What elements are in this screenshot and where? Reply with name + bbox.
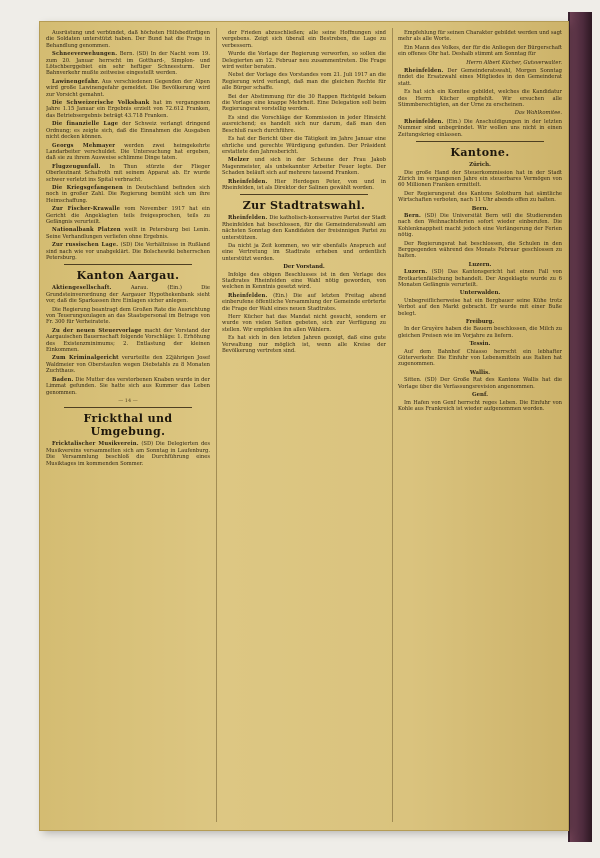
article-lead: Rheinfelden.	[228, 215, 268, 222]
article-paragraph	[398, 170, 562, 189]
section-rule	[416, 141, 544, 142]
section-rule	[64, 264, 192, 265]
article-paragraph	[222, 293, 386, 312]
article-text: (SD) Die Delegierten des Musikvereins versammelten sich am Sonntag in Laufenburg. Die Versammlung beschloß die Durchführung eines Musiktages im kommenden Sommer.	[46, 441, 210, 467]
article-paragraph	[398, 191, 562, 204]
article-paragraph	[46, 100, 210, 119]
article-text: Auf dem Bahnhof Chiasso herrscht ein lebhafter Güterverkehr. Die Einfuhr von Lebensmitteln aus Italien hat zugenommen.	[398, 348, 562, 368]
article-text: (Ein.) Die auf letzten Freitag abend einberufene öffentliche Versammlung der Gemeinde erörterte die Frage der Wahl eines neuen Stadtrates.	[222, 292, 386, 312]
article-paragraph	[222, 243, 386, 262]
article-lead: Zu der neuen Steuervorlage	[52, 327, 142, 334]
article-paragraph	[398, 241, 562, 260]
article-text: Aarau. (Ein.) Die Grundsteinverordnung der Aargauer Hypothekenbank sieht vor, daß die Sparkassen ihre Einlagen sicher anlegen.	[46, 285, 210, 305]
article-lead: Rheinfelden.	[404, 68, 444, 75]
column-divider	[216, 28, 217, 822]
article-paragraph	[222, 215, 386, 241]
article-text: Es sind die Vorschläge der Kommission in jeder Hinsicht ausreichend; es handelt sich nur darum, daß man den Beschluß rasch durchführe.	[222, 114, 386, 134]
article-paragraph	[222, 51, 386, 70]
subsection-heading: Unterwalden.	[459, 290, 501, 297]
section-rule	[64, 407, 192, 408]
article-paragraph	[46, 242, 210, 261]
article-paragraph	[398, 45, 562, 58]
article-text: Hier Herdegen Peter, von und in Rheinfelden, ist als Direktor der Salinen gewählt worden.	[222, 178, 386, 191]
article-lead: Luzern.	[404, 269, 428, 276]
article-paragraph	[46, 51, 210, 77]
column-2	[222, 30, 386, 822]
article-lead: Rheinfelden.	[228, 178, 268, 185]
article-paragraph	[222, 314, 386, 333]
article-paragraph	[398, 269, 562, 288]
article-lead: Flugzeugunfall.	[52, 163, 101, 170]
article-text: Herr Kücher hat das Mandat nicht gesucht, sondern er wurde von vielen Seiten gebeten, sich zur Verfügung zu stellen. Wir empfehlen ihn allen Wählern.	[222, 314, 386, 333]
article-text: Die katholisch-konservative Partei der Stadt Rheinfelden hat beschlossen, für die Gemeinderatswahl am nächsten Sonntag den Kandidaten der freisinnigen Partei zu unterstützen.	[222, 215, 386, 241]
article-lead: Die Schweizerische Volksbank	[52, 100, 150, 107]
article-lead: Die Kriegsgefangenen	[52, 184, 123, 191]
article-paragraph	[398, 60, 562, 66]
signature-line: Der Vorstand.	[283, 264, 325, 271]
article-text: der Schweiz verlangt dringend Ordnung; es zeigte sich, daß die Einnahmen die Ausgaben nicht decken können.	[46, 121, 210, 141]
article-text: Es hat sich ein Komitee gebildet, welches die Kandidatur des Herrn Kücher empfiehlt. Wir ersuchen alle Stimmberechtigten, an der Urne zu erscheinen.	[398, 89, 562, 109]
article-text: Bern. (SD) In der Nacht vom 19. zum 20. Januar herrscht im Gotthard-, Simplon- und Lötschberggebiet ein sehr heftiger Schneesturm. Der Bahnverkehr mußte zeitweise eingestellt werden.	[46, 51, 210, 77]
article-text: (SD) Das Kantonsgericht hat einen Fall von Brotkartenfälschung behandelt. Der Angeklagte wurde zu 6 Monaten Gefängnis verurteilt.	[398, 269, 562, 288]
article-paragraph	[46, 227, 210, 240]
article-paragraph	[222, 136, 386, 155]
column-1	[46, 30, 210, 822]
article-text: Unbegreiflicherweise hat ein Bergbauer seine Kühe trotz Verbot auf den Markt gebracht. Er wurde mit einer Buße belegt.	[398, 297, 562, 317]
article-lead: Fricktalischer Musikverein.	[52, 441, 139, 448]
article-lead: Nationalbank Platzen	[52, 227, 121, 234]
article-lead: Bern.	[404, 212, 421, 219]
article-text: verurteilte den 22jährigen Josef Waldmeier von Oberstaufen wegen Diebstahls zu 8 Monaten Zuchthaus.	[46, 355, 210, 375]
article-lead: Zum Kriminalgericht	[52, 355, 119, 362]
article-paragraph	[398, 326, 562, 339]
article-lead: Zur russischen Lage.	[52, 242, 119, 249]
article-paragraph	[398, 68, 562, 87]
article-lead: Baden.	[52, 376, 74, 383]
article-paragraph	[222, 272, 386, 291]
article-paragraph	[398, 377, 562, 390]
article-paragraph	[46, 441, 210, 467]
article-text: Der Regierungsrat hat beschlossen, die Schulen in den Berggegenden während des Monats Februar geschlossen zu halten.	[398, 240, 562, 260]
article-text: Der Gemeinderatswahl, Morgen Sonntag findet die Ersatzwahl eines Mitgliedes in den Gemeinderat statt.	[398, 68, 562, 87]
article-paragraph	[398, 119, 562, 138]
subsection-heading: Wallis.	[469, 369, 491, 376]
article-lead: Rheinfelden.	[404, 118, 444, 125]
article-paragraph	[222, 72, 386, 91]
subsection-heading: Zürich.	[469, 162, 491, 169]
article-text: in Deutschland befinden sich noch in großer Zahl. Die Regierung bemüht sich um ihre Heimschaffung.	[46, 184, 210, 204]
article-text: (Ein.) Die Anschuldigungen in der letzten Nummer sind unbegründet. Wir wollen uns nicht in einen Zeitungskrieg einlassen.	[398, 118, 562, 138]
article-text: Ausrüstung und verbündet, daß höchsten Hilfsbedürftigen die Soldaten unterstützt haben. Der Bund hat die Frage in Behandlung genommen.	[46, 30, 210, 49]
article-paragraph	[398, 400, 562, 413]
article-text: Im Hafen von Genf herrscht reges Leben. Die Einfuhr von Kohle aus Frankreich ist wieder aufgenommen worden.	[398, 399, 562, 412]
article-paragraph	[46, 328, 210, 354]
article-text: hat im vergangenen Jahre 1.15 Januar ein Ergebnis erzielt von 72.612 Franken, das Betriebsergebnis beträgt 43.718 Franken.	[46, 100, 210, 119]
article-lead: Aktiengesellschaft.	[52, 285, 112, 292]
article-text: Empfehlung für seinen Charakter gebildet werden und sagt mehr als alle Worte.	[398, 30, 562, 43]
subsection-heading: Bern.	[471, 205, 489, 212]
section-headline: Kantone.	[450, 146, 510, 160]
article-paragraph	[46, 377, 210, 396]
article-paragraph	[46, 185, 210, 204]
article-text: Da nicht ja Zeit kommen, wo wir ebenfalls Anspruch auf eine Vertretung im Stadtrate erheben und ordentlich unterstützt werden.	[222, 242, 386, 262]
article-paragraph	[46, 143, 210, 162]
article-text: Es hat sich in den letzten Jahren gezeigt, daß eine gute Verwaltung nur möglich ist, wenn alle Kreise der Bevölkerung vertreten sind.	[222, 335, 386, 355]
article-text: Aus verschiedenen Gegenden der Alpen wird große Lawinengefahr gemeldet. Die Bevölkerung wird zur Vorsicht gemahnt.	[46, 78, 210, 98]
article-paragraph	[398, 30, 562, 43]
newspaper-page	[40, 22, 568, 830]
article-lead: Georgs Mehmayer	[52, 142, 116, 149]
book-binding	[568, 12, 592, 842]
article-text: Der Regierungsrat des Kantons Solothurn hat sämtliche Wirtschaften verboten, nach 11 Uhr abends offen zu halten.	[398, 190, 562, 204]
article-text: Nebst der Vorlage des Vorstandes vom 21. Juli 1917 an die Regierung wird verlangt, daß man die gleichen Rechte für alle Bürger schaffe.	[222, 72, 386, 92]
article-lead: Melzer	[228, 157, 250, 164]
article-paragraph	[46, 355, 210, 374]
article-paragraph	[398, 298, 562, 317]
article-lead: Rheinfelden.	[228, 292, 268, 299]
section-rule	[240, 194, 368, 195]
article-paragraph	[46, 164, 210, 183]
article-lead: Die finanzielle Lage	[52, 121, 119, 128]
article-text: Wurde die Vorlage der Regierung verworfen, so sollen die Delegierten am 12. Februar neu zusammentreten. Die Frage wird weiter beraten.	[222, 51, 386, 71]
article-text: (SD) Die Universität Bern will die Studierenden nach den Weihnachtsferien sofort wieder einberufen. Die Kohlenknappheit macht jedoch eine Verlängerung der Ferien nötig.	[398, 212, 562, 239]
article-paragraph	[46, 307, 210, 326]
article-text: (SD) Die Verhältnisse in Rußland sind nach wie vor unabgeklärt. Die Bolschewiki beherrschen Petersburg.	[46, 242, 210, 261]
article-paragraph	[46, 30, 210, 49]
article-paragraph	[222, 94, 386, 113]
article-paragraph	[222, 335, 386, 354]
column-3	[398, 30, 562, 822]
article-paragraph	[46, 206, 210, 225]
article-text: und sich in der Scheune der Frau Jakob Magenmeister, als unbekannter Arbeiter Feuer legte. Der Schaden beläuft sich auf mehrere tausend Franken.	[222, 157, 386, 177]
subsection-heading: Genf.	[472, 392, 488, 399]
article-text: In der Gruyère haben die Bauern beschlossen, die Milch zu gleichen Preisen wie im Vorjahre zu liefern.	[398, 326, 562, 339]
section-headline: Kanton Aargau.	[76, 269, 180, 283]
section-headline: Zur Stadtratswahl.	[242, 199, 366, 213]
article-paragraph	[46, 121, 210, 140]
article-paragraph	[222, 30, 386, 49]
article-text: weilt in Petersburg bei Lenin. Seine Verhandlungen verliefen ohne Ergebnis.	[46, 227, 210, 240]
article-text: werden zwei heimgekehrte Landarbeiter verschuldet. Die Untersuchung hat ergeben, daß sie zu ihrem Ausweise schlimme Dinge taten.	[46, 142, 210, 162]
article-text: Ein Mann des Volkes, der für die Anliegen der Bürgerschaft ein offenes Ohr hat. Deshalb stimmt am Sonntag für	[398, 44, 562, 58]
article-text: Die Regierung beantragt dem Großen Rate die Ausrichtung von Teuerungszulagen an das Staatspersonal im Betrage von Fr. 300 für Verheiratete.	[46, 306, 210, 326]
article-paragraph	[46, 79, 210, 98]
article-text: Das Wahlkomitee.	[514, 110, 562, 117]
article-text: Es hat der Bericht über die Tätigkeit im Jahre Januar eine ehrliche und gerechte Würdigung gefunden. Der Präsident erstattete den Jahresbericht.	[222, 136, 386, 155]
article-paragraph	[222, 157, 386, 176]
article-text: Die Mutter des verstorbenen Knaben wurde in der Limmat gefunden. Sie hatte sich aus Kummer das Leben genommen.	[46, 376, 210, 396]
article-paragraph	[398, 349, 562, 368]
article-paragraph	[398, 89, 562, 108]
article-lead: Schneeverwehungen.	[52, 51, 118, 58]
article-text: Die große Hand der Steuerkommission hat in der Stadt Zürich im vergangenen Jahre ein steuerbares Vermögen von 60 Millionen Franken ermittelt.	[398, 169, 562, 189]
article-lead: Zur Fischer-Krawalle	[52, 206, 121, 213]
article-paragraph	[222, 179, 386, 192]
article-text: macht der Vorstand der Aargauischen Bauernschaft folgende Vorschläge: 1. Erhöhung des Existenzminimums; 2. Entlastung der kleinen Einkommen.	[46, 327, 210, 354]
article-text: Herrn Albert Kücher, Gutsverwalter.	[466, 59, 562, 66]
article-paragraph	[398, 213, 562, 239]
subsection-heading: Tessin.	[469, 341, 491, 348]
article-paragraph	[398, 110, 562, 116]
article-text: Infolge des obigen Beschlusses ist in den Verlage des Stadtrates Rheinfelden eine Wahl nötig geworden, von welchen in Kenntnis gesetzt wird.	[222, 271, 386, 291]
article-lead: Lawinengefahr.	[52, 78, 100, 85]
section-headline: Frickthal und Umgebung.	[83, 412, 173, 439]
subsection-heading: Freiburg.	[465, 319, 495, 326]
article-text: vom November 1917 hat ein Gericht die Angeklagten teils freigesprochen, teils zu Gefängnis verurteilt.	[46, 206, 210, 225]
article-paragraph	[46, 285, 210, 304]
column-divider	[392, 28, 393, 822]
subsection-heading: Luzern.	[468, 261, 492, 268]
section-separator: — 14 —	[118, 397, 138, 404]
article-paragraph	[222, 115, 386, 134]
article-text: Sitten. (SD) Der Große Rat des Kantons Wallis hat die Vorlage über die Verfassungsrevision angenommen.	[398, 377, 562, 390]
article-text: In Thun stürzte der Flieger Oberleutnant Schafroth mit seinem Apparat ab. Er wurde schwer verletzt ins Spital verbracht.	[46, 163, 210, 183]
article-text: der Frieden abzuschließen; alle seine Hoffnungen sind vergebens. Zeigt sich überall ein Bestreben, die Lage zu verbessern.	[222, 30, 386, 49]
article-text: Bei der Abstimmung für die 30 Rappen Richtgeld bekam die Vorlage eine knappe Mehrheit. Eine Delegation soll beim Regierungsrat vorstellig werden.	[222, 93, 386, 113]
